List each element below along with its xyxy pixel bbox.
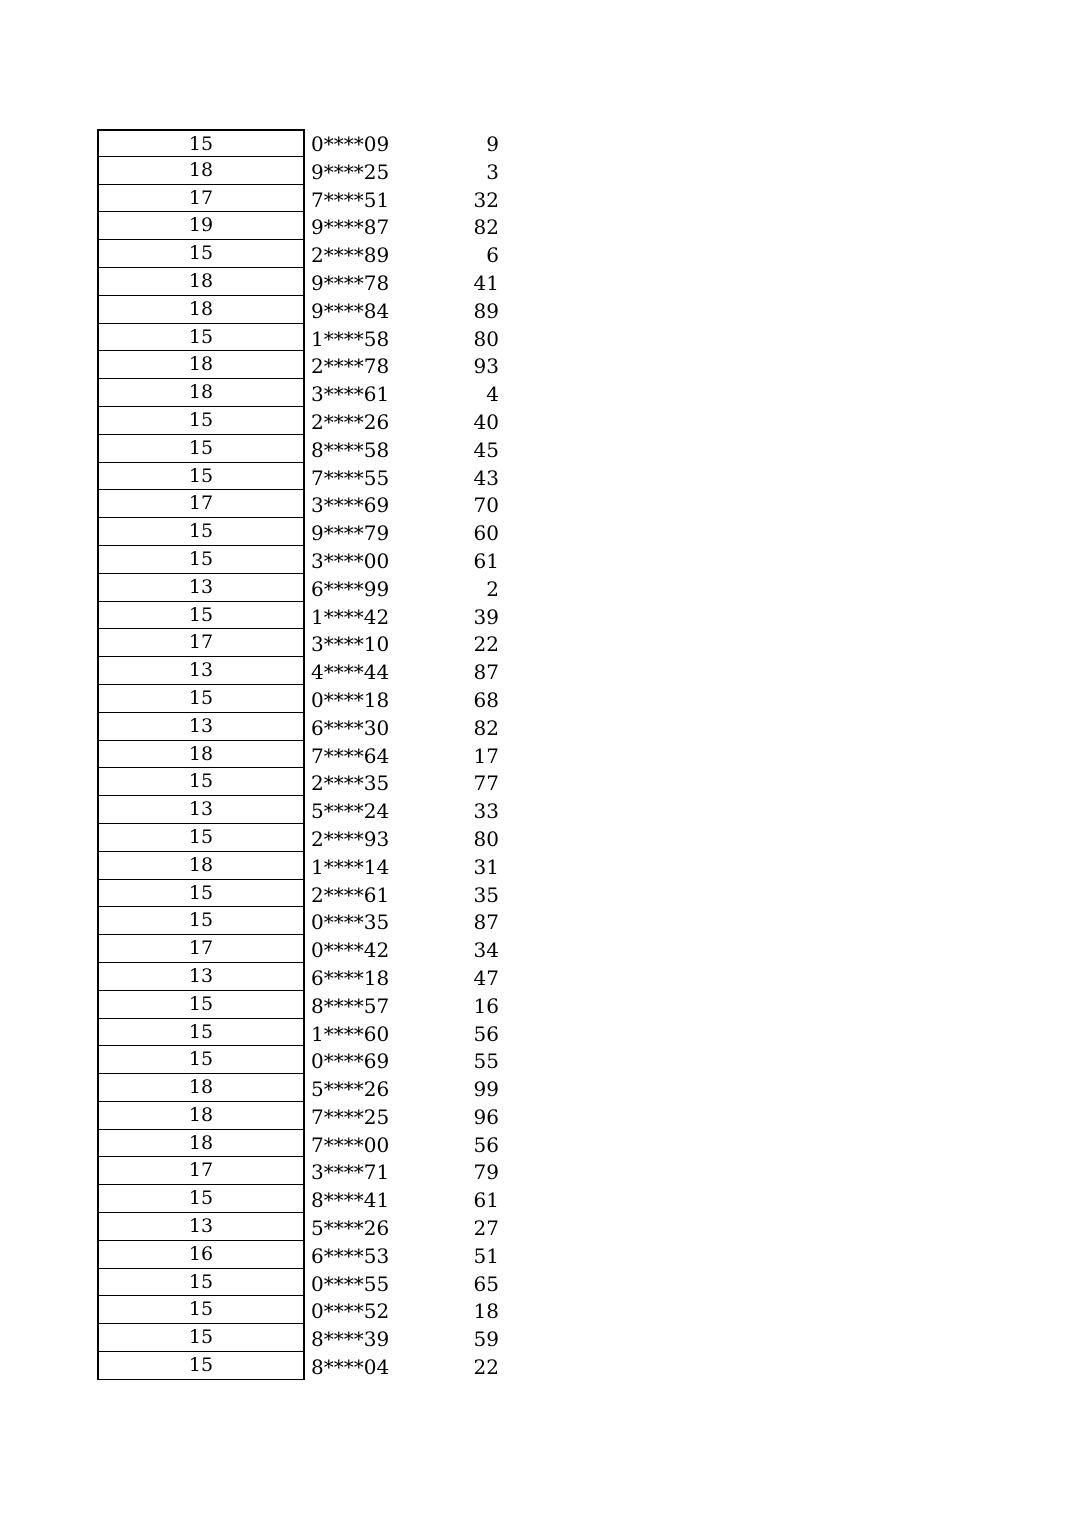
cell-masked-id[interactable]: 7****25	[311, 1104, 390, 1129]
cell-value-c[interactable]: 82	[473, 715, 499, 740]
table-row	[97, 1324, 517, 1352]
cell-value-a[interactable]: 15	[97, 880, 305, 908]
table-row	[97, 324, 517, 352]
cell-masked-id[interactable]: 2****26	[311, 409, 390, 434]
cell-value-c[interactable]: 65	[473, 1271, 499, 1296]
cell-value-c[interactable]: 41	[473, 270, 499, 295]
cell-value-c[interactable]: 45	[473, 437, 499, 462]
cell-value-c[interactable]: 96	[473, 1104, 499, 1129]
cell-masked-id[interactable]: 5****26	[311, 1216, 390, 1241]
table-row	[97, 907, 517, 935]
cell-value-a[interactable]: 18	[97, 852, 305, 880]
cell-value-c[interactable]: 93	[473, 354, 499, 379]
cell-value-a[interactable]: 15	[97, 129, 305, 157]
cell-value-a[interactable]: 13	[97, 713, 305, 741]
table-row	[97, 490, 517, 518]
cell-value-a[interactable]: 17	[97, 185, 305, 213]
cell-value-c[interactable]: 35	[473, 882, 499, 907]
table-row	[97, 741, 517, 769]
table-row	[97, 963, 517, 991]
cell-masked-id[interactable]: 8****39	[311, 1327, 390, 1352]
cell-value-c[interactable]: 22	[473, 1355, 499, 1380]
cell-value-a[interactable]: 15	[97, 1046, 305, 1074]
table-row	[97, 657, 517, 685]
cell-value-a[interactable]: 15	[97, 1324, 305, 1352]
cell-value-a[interactable]: 15	[97, 546, 305, 574]
cell-masked-id[interactable]: 2****35	[311, 771, 390, 796]
cell-masked-id[interactable]: 0****69	[311, 1049, 390, 1074]
cell-value-c[interactable]: 22	[473, 632, 499, 657]
cell-masked-id[interactable]: 8****58	[311, 437, 390, 462]
cell-value-c[interactable]: 70	[473, 493, 499, 518]
table-row	[97, 1241, 517, 1269]
cell-masked-id[interactable]: 3****69	[311, 493, 390, 518]
cell-value-c[interactable]: 18	[473, 1299, 499, 1324]
cell-masked-id[interactable]: 0****55	[311, 1271, 390, 1296]
cell-masked-id[interactable]: 2****78	[311, 354, 390, 379]
table-row	[97, 852, 517, 880]
cell-masked-id[interactable]: 0****18	[311, 687, 390, 712]
cell-masked-id[interactable]: 2****89	[311, 243, 390, 268]
cell-masked-id[interactable]: 1****58	[311, 326, 390, 351]
cell-value-c[interactable]: 89	[473, 298, 499, 323]
table-row	[97, 1269, 517, 1297]
cell-value-c[interactable]: 33	[473, 799, 499, 824]
table-row	[97, 1019, 517, 1047]
table-row	[97, 1352, 517, 1380]
cell-masked-id[interactable]: 9****84	[311, 298, 390, 323]
cell-value-a[interactable]: 17	[97, 935, 305, 963]
cell-masked-id[interactable]: 6****53	[311, 1243, 390, 1268]
cell-value-a[interactable]: 15	[97, 602, 305, 630]
table-row	[97, 546, 517, 574]
cell-value-a[interactable]: 15	[97, 324, 305, 352]
cell-value-c[interactable]: 56	[473, 1132, 499, 1157]
cell-value-a[interactable]: 13	[97, 1213, 305, 1241]
cell-masked-id[interactable]: 9****25	[311, 159, 390, 184]
cell-value-a[interactable]: 15	[97, 685, 305, 713]
cell-masked-id[interactable]: 9****78	[311, 270, 390, 295]
table-row	[97, 129, 517, 157]
cell-value-a[interactable]: 15	[97, 518, 305, 546]
cell-value-a[interactable]: 17	[97, 1157, 305, 1185]
cell-value-c[interactable]: 4	[486, 382, 499, 407]
cell-masked-id[interactable]: 0****09	[311, 132, 390, 156]
cell-value-c[interactable]: 80	[473, 326, 499, 351]
cell-value-a[interactable]: 18	[97, 1130, 305, 1158]
cell-value-c[interactable]: 77	[473, 771, 499, 796]
table-row	[97, 268, 517, 296]
cell-value-a[interactable]: 15	[97, 1269, 305, 1297]
cell-value-a[interactable]: 19	[97, 212, 305, 240]
cell-masked-id[interactable]: 6****30	[311, 715, 390, 740]
cell-value-a[interactable]: 15	[97, 991, 305, 1019]
cell-value-c[interactable]: 82	[473, 215, 499, 240]
cell-value-c[interactable]: 87	[473, 910, 499, 935]
cell-value-a[interactable]: 15	[97, 240, 305, 268]
spreadsheet-table	[97, 129, 517, 1380]
cell-value-a[interactable]: 15	[97, 1019, 305, 1047]
cell-masked-id[interactable]: 7****55	[311, 465, 390, 490]
table-row	[97, 574, 517, 602]
table-row	[97, 351, 517, 379]
cell-masked-id[interactable]: 8****04	[311, 1355, 390, 1380]
table-row	[97, 463, 517, 491]
table-row	[97, 296, 517, 324]
cell-value-c[interactable]: 56	[473, 1021, 499, 1046]
cell-value-c[interactable]: 79	[473, 1160, 499, 1185]
cell-value-c[interactable]: 68	[473, 687, 499, 712]
cell-value-c[interactable]: 99	[473, 1077, 499, 1102]
cell-masked-id[interactable]: 6****99	[311, 576, 390, 601]
cell-value-a[interactable]: 15	[97, 407, 305, 435]
cell-value-c[interactable]: 9	[486, 132, 499, 156]
cell-value-c[interactable]: 51	[473, 1243, 499, 1268]
table-row	[97, 796, 517, 824]
cell-masked-id[interactable]: 0****42	[311, 938, 390, 963]
cell-value-a[interactable]: 13	[97, 796, 305, 824]
table-row	[97, 1213, 517, 1241]
cell-masked-id[interactable]: 9****87	[311, 215, 390, 240]
cell-value-c[interactable]: 27	[473, 1216, 499, 1241]
table-row	[97, 629, 517, 657]
cell-value-a[interactable]: 15	[97, 1352, 305, 1380]
cell-value-c[interactable]: 61	[473, 1188, 499, 1213]
cell-masked-id[interactable]: 1****60	[311, 1021, 390, 1046]
cell-masked-id[interactable]: 9****79	[311, 521, 390, 546]
cell-value-c[interactable]: 60	[473, 521, 499, 546]
table-row	[97, 1074, 517, 1102]
cell-masked-id[interactable]: 7****51	[311, 187, 390, 212]
cell-value-a[interactable]: 15	[97, 907, 305, 935]
cell-value-c[interactable]: 61	[473, 548, 499, 573]
cell-masked-id[interactable]: 3****61	[311, 382, 390, 407]
table-row	[97, 1102, 517, 1130]
table-row	[97, 1157, 517, 1185]
cell-value-a[interactable]: 13	[97, 963, 305, 991]
cell-value-a[interactable]: 15	[97, 463, 305, 491]
cell-masked-id[interactable]: 2****93	[311, 826, 390, 851]
cell-value-a[interactable]: 13	[97, 574, 305, 602]
cell-value-a[interactable]: 18	[97, 157, 305, 185]
table-row	[97, 185, 517, 213]
cell-masked-id[interactable]: 0****35	[311, 910, 390, 935]
cell-value-c[interactable]: 80	[473, 826, 499, 851]
table-row	[97, 1130, 517, 1158]
cell-value-a[interactable]: 18	[97, 1074, 305, 1102]
table-row	[97, 1046, 517, 1074]
cell-value-c[interactable]: 16	[473, 993, 499, 1018]
cell-value-c[interactable]: 3	[486, 159, 499, 184]
cell-value-c[interactable]: 17	[473, 743, 499, 768]
table-row	[97, 991, 517, 1019]
cell-value-c[interactable]: 43	[473, 465, 499, 490]
table-row	[97, 768, 517, 796]
cell-value-c[interactable]: 31	[473, 854, 499, 879]
cell-value-a[interactable]: 17	[97, 490, 305, 518]
cell-value-a[interactable]: 15	[97, 1296, 305, 1324]
table-row	[97, 935, 517, 963]
cell-masked-id[interactable]: 3****00	[311, 548, 390, 573]
cell-masked-id[interactable]: 7****00	[311, 1132, 390, 1157]
cell-value-c[interactable]: 6	[486, 243, 499, 268]
cell-masked-id[interactable]: 3****10	[311, 632, 390, 657]
cell-masked-id[interactable]: 1****14	[311, 854, 390, 879]
cell-masked-id[interactable]: 1****42	[311, 604, 390, 629]
table-row	[97, 240, 517, 268]
cell-value-a[interactable]: 18	[97, 351, 305, 379]
cell-value-a[interactable]: 18	[97, 268, 305, 296]
cell-value-c[interactable]: 32	[473, 187, 499, 212]
table-row	[97, 685, 517, 713]
table-row	[97, 518, 517, 546]
cell-value-a[interactable]: 18	[97, 296, 305, 324]
table-row	[97, 407, 517, 435]
cell-masked-id[interactable]: 7****64	[311, 743, 390, 768]
cell-value-a[interactable]: 18	[97, 379, 305, 407]
table-row	[97, 824, 517, 852]
table-row	[97, 379, 517, 407]
cell-masked-id[interactable]: 4****44	[311, 660, 390, 685]
table-row	[97, 1296, 517, 1324]
cell-masked-id[interactable]: 3****71	[311, 1160, 390, 1185]
cell-value-c[interactable]: 59	[473, 1327, 499, 1352]
cell-value-a[interactable]: 15	[97, 435, 305, 463]
cell-masked-id[interactable]: 5****26	[311, 1077, 390, 1102]
cell-value-a[interactable]: 15	[97, 768, 305, 796]
table-row	[97, 435, 517, 463]
cell-value-a[interactable]: 15	[97, 1185, 305, 1213]
table-row	[97, 880, 517, 908]
cell-masked-id[interactable]: 8****41	[311, 1188, 390, 1213]
cell-value-a[interactable]: 15	[97, 824, 305, 852]
cell-value-c[interactable]: 87	[473, 660, 499, 685]
cell-value-c[interactable]: 47	[473, 965, 499, 990]
table-row	[97, 602, 517, 630]
cell-masked-id[interactable]: 6****18	[311, 965, 390, 990]
cell-value-c[interactable]: 2	[486, 576, 499, 601]
cell-masked-id[interactable]: 2****61	[311, 882, 390, 907]
cell-value-a[interactable]: 16	[97, 1241, 305, 1269]
table-row	[97, 212, 517, 240]
table-row	[97, 157, 517, 185]
cell-value-c[interactable]: 39	[473, 604, 499, 629]
table-row	[97, 713, 517, 741]
cell-value-c[interactable]: 34	[473, 938, 499, 963]
cell-masked-id[interactable]: 8****57	[311, 993, 390, 1018]
cell-masked-id[interactable]: 0****52	[311, 1299, 390, 1324]
cell-value-a[interactable]: 17	[97, 629, 305, 657]
cell-value-a[interactable]: 18	[97, 741, 305, 769]
cell-value-a[interactable]: 18	[97, 1102, 305, 1130]
cell-value-c[interactable]: 40	[473, 409, 499, 434]
cell-masked-id[interactable]: 5****24	[311, 799, 390, 824]
cell-value-c[interactable]: 55	[473, 1049, 499, 1074]
table-row	[97, 1185, 517, 1213]
cell-value-a[interactable]: 13	[97, 657, 305, 685]
